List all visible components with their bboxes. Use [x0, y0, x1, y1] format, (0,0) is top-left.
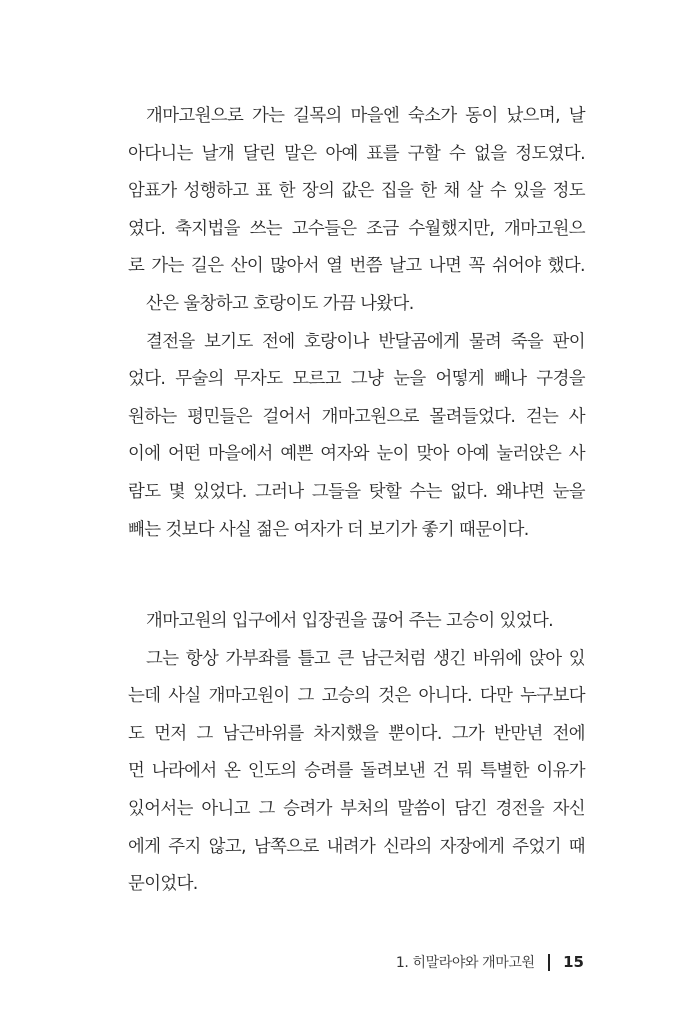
text-line: 있어서는 아니고 그 승려가 부처의 말씀이 담긴 경전을 자신 — [128, 798, 585, 819]
page-number: 15 — [563, 953, 584, 971]
text-line: 암표가 성행하고 표 한 장의 값은 집을 한 채 살 수 있을 정도 — [128, 181, 585, 202]
text-line: 개마고원의 입구에서 입장권을 끊어 주는 고승이 있었다. — [146, 611, 554, 631]
text-line: 빼는 것보다 사실 젊은 여자가 더 보기가 좋기 때문이다. — [128, 519, 529, 540]
running-footer-chapter-title: 1. 히말라야와 개마고원 — [395, 955, 535, 971]
text-line: 로 가는 길은 산이 많아서 열 번쯤 날고 나면 꼭 쉬어야 했다. — [128, 256, 585, 277]
section-1-text — [128, 98, 585, 549]
text-line: 에게 주지 않고, 남쪽으로 내려가 신라의 자장에게 주었기 때 — [128, 836, 585, 857]
text-line: 었다. 무술의 무자도 모르고 그냥 눈을 어떻게 빼나 구경을 — [128, 369, 585, 390]
text-line: 산은 울창하고 호랑이도 가끔 나왔다. — [146, 293, 414, 314]
text-line: 였다. 축지법을 쓰는 고수들은 조금 수월했지만, 개마고원으 — [128, 218, 585, 239]
text-line: 문이었다. — [128, 874, 198, 895]
page-footer — [396, 952, 584, 972]
text-line: 람도 몇 있었다. 그러나 그들을 탓할 수는 없다. 왜냐면 눈을 — [128, 481, 585, 502]
text-line: 그는 항상 가부좌를 틀고 큰 남근처럼 생긴 바위에 앉아 있 — [146, 648, 585, 669]
text-line: 먼 나라에서 온 인도의 승려를 돌려보낸 건 뭐 특별한 이유가 — [128, 761, 585, 782]
section-2-text — [128, 603, 585, 904]
text-line: 이에 어떤 마을에서 예쁜 여자와 눈이 맞아 아예 눌러앉은 사 — [128, 444, 585, 465]
text-line: 결전을 보기도 전에 호랑이나 반달곰에게 물려 죽을 판이 — [146, 331, 585, 352]
text-line: 개마고원으로 가는 길목의 마을엔 숙소가 동이 났으며, 날 — [146, 106, 585, 126]
text-line: 도 먼저 그 남근바위를 차지했을 뿐이다. 그가 반만년 전에 — [128, 723, 585, 744]
footer-divider — [548, 954, 551, 971]
text-line: 는데 사실 개마고원이 그 고승의 것은 아니다. 다만 누구보다 — [128, 686, 585, 707]
text-line: 원하는 평민들은 걸어서 개마고원으로 몰려들었다. 걷는 사 — [128, 406, 585, 427]
text-line: 아다니는 날개 달린 말은 아예 표를 구할 수 없을 정도였다. — [128, 143, 585, 164]
